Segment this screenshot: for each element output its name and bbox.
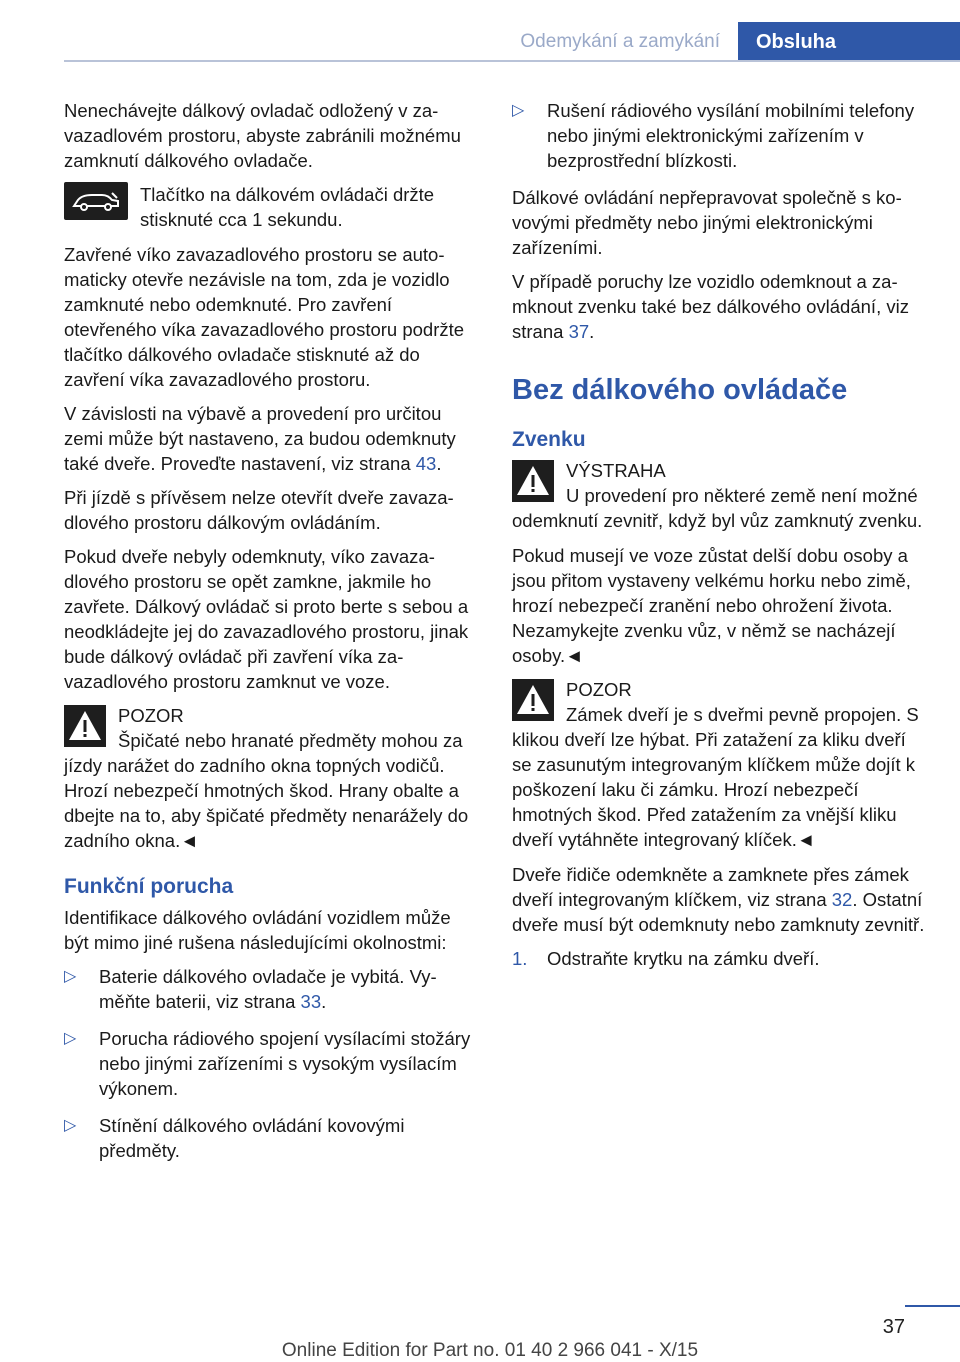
page-number: 37 — [882, 1316, 905, 1338]
warning-title: POZOR — [566, 679, 632, 700]
warning-text: Zámek dveří je s dveřmi pevně propojen. S klikou dveří lze hýbat. Při zatažení za kliku dveří se zasunutým integrovaným klíčkem může dojít k poškození laku či zámku. Hrozí nebezpečí hmotných škod. Před zatažením za vnější kliku dveří vytáhněte integrovaný klíček.◄ — [512, 704, 919, 850]
paragraph: Pokud musejí ve voze zůstat delší dobu osoby a jsou přitom vystaveny velkému horku nebo zimě, hrozí nebezpečí zranění nebo ohrožení života. Nezamykejte zvenku vůz, v němž se nacházejí osoby.◄ — [512, 545, 911, 666]
car-trunk-button-icon — [64, 182, 128, 220]
step-number: 1. — [512, 948, 528, 969]
bullet-icon: ▷ — [64, 968, 77, 985]
bullet-icon: ▷ — [512, 102, 525, 119]
page-link[interactable]: 37 — [568, 321, 590, 342]
bullet-list — [64, 964, 480, 1163]
list-item: ▷ Baterie dálkového ovladače je vybitá. Vyměňte baterii, viz strana 33. — [64, 966, 437, 1012]
warning-triangle-icon — [512, 679, 554, 721]
paragraph: V případě poruchy lze vozidlo odemknout a zamknout zvenku také bez dálkového ovládání, viz strana 37. — [512, 271, 909, 342]
header-section-title: Odemykání a zamykání — [520, 31, 720, 52]
paragraph: Identifikace dálkového ovládání vozidlem může být mimo jiné rušena následujícími okolnostmi: — [64, 907, 451, 953]
warning-note — [512, 677, 930, 852]
paragraph: Nenechávejte dálkový ovladač odložený v zavazadlovém prostoru, abyste zabránili možnému zamknutí dálkového ovladače. — [64, 100, 461, 171]
paragraph: Pokud dveře nebyly odemknuty, víko zavazadlového prostoru se opět zamkne, jakmile ho zavřete. Dálkový ovládač si proto berte s sebou a neodkládejte jej do zavazadlového prostoru, jinak bude dálkový ovládač při zavření víka zavazadlového prostoru zamknut ve voze. — [64, 546, 469, 692]
header-chapter-tab: Obsluha — [738, 22, 960, 62]
bullet-icon: ▷ — [64, 1030, 77, 1047]
section-heading: Funkční porucha — [64, 875, 234, 898]
warning-text: Špičaté nebo hranaté předměty mohou za jízdy narážet do zadního okna topných vodičů. Hrozí nebezpečí hmotných škod. Hrany obalte a dbejte na to, aby špičaté předměty nenarážely do zadního okna.◄ — [64, 730, 469, 851]
step-item: 1. Odstraňte krytku na zámku dveří. — [512, 948, 820, 969]
warning-title: POZOR — [118, 705, 184, 726]
bullet-list — [512, 98, 930, 173]
list-item: ▷ Stínění dálkového ovládání kovovými předměty. — [64, 1115, 405, 1161]
chapter-heading: Bez dálkového ovládače — [512, 374, 848, 406]
warning-note — [512, 458, 930, 533]
warning-triangle-icon — [512, 460, 554, 502]
page-link[interactable]: 33 — [300, 991, 322, 1012]
footer-rule — [905, 1305, 960, 1307]
left-column — [64, 98, 480, 1175]
page-link[interactable]: 32 — [831, 889, 853, 910]
header-rule — [64, 60, 960, 62]
warning-title: VÝSTRAHA — [566, 460, 666, 481]
footer-edition: Online Edition for Part no. 01 40 2 966 041 - X/15 — [281, 1340, 699, 1361]
warning-note — [64, 703, 480, 853]
paragraph: V závislosti na výbavě a provedení pro určitou zemi může být nastaveno, za budou odemknuty také dveře. Proveďte nastavení, viz strana 43. — [64, 403, 456, 474]
icon-note-text: Tlačítko na dálkovém ovládači držte stisknuté cca 1 sekundu. — [140, 184, 435, 230]
paragraph: Dálkové ovládání nepřepravovat společně s kovovými předměty nebo jinými elektronickými zařízeními. — [512, 187, 902, 258]
warning-triangle-icon — [64, 705, 106, 747]
right-column — [512, 98, 930, 981]
section-heading: Zvenku — [512, 428, 586, 451]
paragraph: Při jízdě s přívěsem nelze otevřít dveře zavazadlového prostoru dálkovým ovládáním. — [64, 487, 454, 533]
page-link[interactable]: 43 — [415, 453, 437, 474]
bullet-icon: ▷ — [64, 1117, 77, 1134]
warning-text: U provedení pro některé země není možné odemknutí zevnitř, když byl vůz zamknutý zvenku. — [512, 485, 923, 531]
list-item: ▷ Porucha rádiového spojení vysílacími stožáry nebo jinými zařízeními s vysokým vysílacím výkonem. — [64, 1028, 471, 1099]
list-item: ▷ Rušení rádiového vysílání mobilními telefony nebo jinými elektronickými zařízením v bezprostřední blízkosti. — [512, 100, 915, 171]
paragraph: Zavřené víko zavazadlového prostoru se automaticky otevře nezávisle na tom, zda je vozidlo zamknuté nebo odemknuté. Pro zavření otevřeného víka zavazadlového prostoru podržte tlačítko dálkového ovladače stisknuté až do zavření víka zavazadlového prostoru. — [64, 244, 465, 390]
step-list — [512, 946, 930, 971]
icon-note — [64, 182, 480, 232]
paragraph: Dveře řidiče odemkněte a zamknete přes zámek dveří integrovaným klíčkem, viz strana 32. Ostatní dveře musí být odemknuty nebo zamknuty zevnitř. — [512, 864, 925, 935]
